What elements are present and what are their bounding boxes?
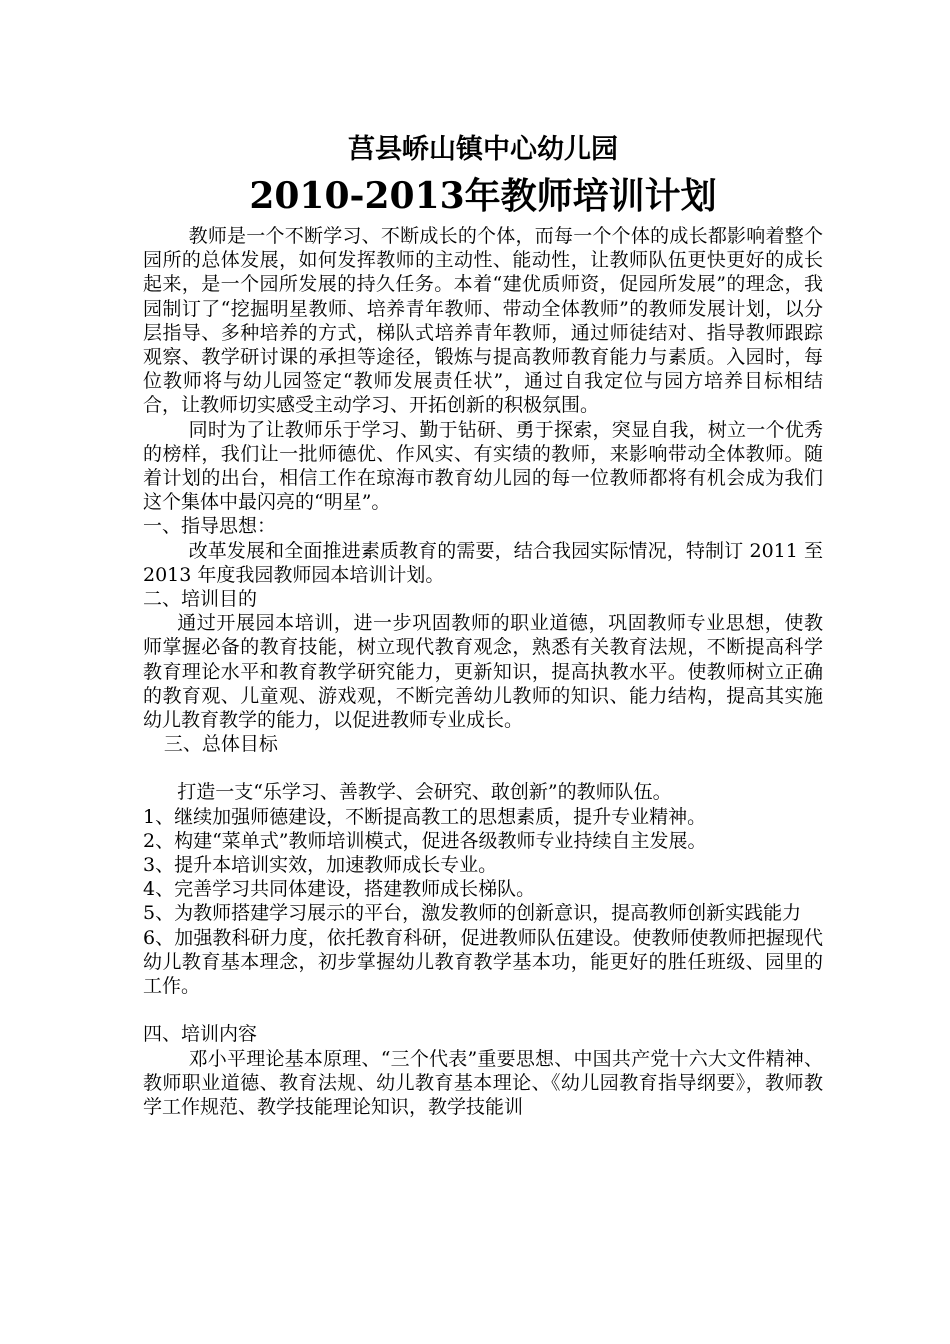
section-2-body: 通过开展园本培训，进一步巩固教师的职业道德，巩固教师专业思想，使教师掌握必备的教育技能，树立现代教育观念，熟悉有关教育法规，不断提高科学教育理论水平和教育教学研究能力，更新知识，提高执教水平。使教师树立正确的教育观、儿童观、游戏观，不断完善幼儿教师的知识、能力结构，提高其实施幼儿教育教学的能力，以促进教师专业成长。	[143, 612, 823, 732]
goal-item-6: 6、加强教科研力度，依托教育科研，促进教师队伍建设。使教师使教师把握现代幼儿教育基本理念，初步掌握幼儿教育教学基本功，能更好的胜任班级、园里的工作。	[143, 926, 823, 998]
section-3-heading: 三、总体目标	[163, 733, 278, 756]
intro-paragraph-2: 同时为了让教师乐于学习、勤于钻研、勇于探索，突显自我，树立一个优秀的榜样，我们让一批师德优、作风实、有实绩的教师，来影响带动全体教师。随着计划的出台，相信工作在琼海市教育幼儿园的每一位教师都将有机会成为我们这个集体中最闪亮的“明星”。	[143, 418, 823, 514]
section-1-body: 改革发展和全面推进素质教育的需要，结合我园实际情况，特制订 2011 至 2013 年度我园教师园本培训计划。	[143, 539, 823, 586]
section-1-heading: 一、指导思想：	[143, 515, 277, 538]
document-title-line2: 2010-2013年教师培训计划	[249, 175, 717, 217]
section-4-body: 邓小平理论基本原理、“三个代表”重要思想、中国共产党十六大文件精神、教师职业道德、教育法规、幼儿教育基本理论、《幼儿园教育指导纲要》，教师教学工作规范、教学技能理论知识，教学技能训	[143, 1047, 823, 1118]
document-body	[143, 130, 823, 1119]
intro-paragraph-1: 教师是一个不断学习、不断成长的个体，而每一个个体的成长都影响着整个园所的总体发展，如何发挥教师的主动性、能动性，让教师队伍更快更好的成长起来，是一个园所发展的持久任务。本着“建优质师资，促园所发展”的理念，我园制订了“挖掘明星教师、培养青年教师、带动全体教师”的教师发展计划，以分层指导、多种培养的方式，梯队式培养青年教师，通过师徒结对、指导教师跟踪观察、教学研讨课的承担等途径，锻炼与提高教师教育能力与素质。入园时，每位教师将与幼儿园签定“教师发展责任状”，通过自我定位与园方培养目标相结合，让教师切实感受主动学习、开拓创新的积极氛围。	[143, 225, 823, 417]
blank-line	[143, 756, 823, 780]
document-title-line1: 莒县峤山镇中心幼儿园	[348, 134, 618, 165]
goal-item-5: 5、为教师搭建学习展示的平台，激发教师的创新意识，提高教师创新实践能力	[143, 902, 802, 925]
goal-item-2: 2、构建“菜单式”教师培训模式，促进各级教师专业持续自主发展。	[143, 829, 707, 852]
section-3-lead: 打造一支“乐学习、善教学、会研究、敢创新”的教师队伍。	[177, 781, 672, 804]
goal-item-4: 4、完善学习共同体建设，搭建教师成长梯队。	[143, 878, 536, 901]
section-2-heading: 二、培训目的	[143, 588, 258, 611]
goal-item-3: 3、提升本培训实效，加速教师成长专业。	[143, 854, 498, 877]
section-4-heading: 四、培训内容	[143, 1023, 258, 1046]
goal-item-1: 1、继续加强师德建设，不断提高教工的思想素质，提升专业精神。	[143, 805, 707, 828]
blank-line	[143, 998, 823, 1022]
